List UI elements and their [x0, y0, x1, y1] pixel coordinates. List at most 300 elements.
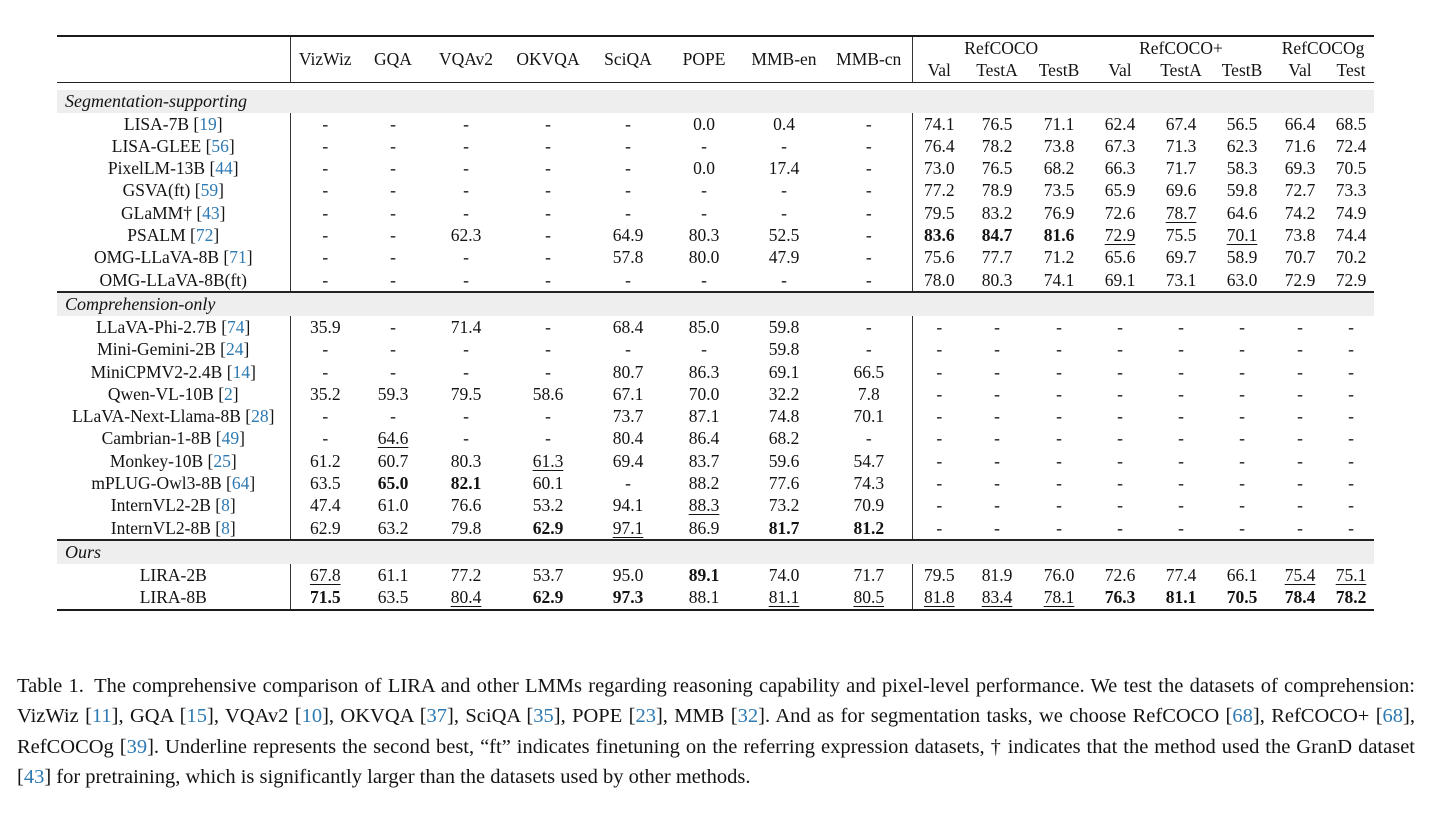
value-cell: 87.1	[688, 406, 720, 427]
value-cell: 47.9	[768, 247, 800, 268]
value-cell: -	[912, 405, 966, 427]
value-cell: -	[625, 339, 631, 360]
caption-text: ], MMB [	[655, 705, 738, 728]
value-cell: -	[1239, 316, 1245, 337]
metric-value: 78.1	[1043, 587, 1075, 608]
table-row	[57, 316, 1374, 338]
value-cell: 75.5	[1165, 225, 1197, 246]
value-cell: -	[1056, 361, 1062, 382]
value-cell: -	[545, 225, 551, 246]
value-cell: -	[625, 202, 631, 223]
value-cell: 78.2	[981, 135, 1013, 156]
citation-link[interactable]: 68	[1232, 705, 1253, 728]
caption-text: ] for pretraining, which is significantly larger than the datasets used by other methods.	[44, 766, 751, 789]
value-cell: -	[1348, 473, 1354, 494]
metric-value: 78.2	[1335, 587, 1367, 608]
value-cell: -	[701, 202, 707, 223]
value-cell: -	[545, 269, 551, 290]
column-header-okvqa: OKVQA	[516, 49, 580, 70]
citation-link[interactable]: 2	[224, 383, 233, 404]
citation-link[interactable]: 43	[202, 202, 220, 223]
citation-link[interactable]: 35	[533, 705, 554, 728]
value-cell	[506, 586, 590, 609]
value-cell: -	[463, 113, 469, 134]
metric-value: 71.5	[309, 587, 341, 608]
section-header-row	[57, 90, 1374, 113]
value-cell: -	[994, 361, 1000, 382]
value-cell: 61.2	[290, 450, 360, 472]
metric-value: 70.5	[1226, 587, 1258, 608]
value-cell: -	[994, 495, 1000, 516]
header-row-groups	[57, 36, 1374, 59]
results-table-container	[57, 35, 1374, 611]
table-row	[57, 113, 1374, 135]
value-cell: 62.3	[450, 225, 482, 246]
value-cell: 85.0	[688, 316, 720, 337]
citation-link[interactable]: 8	[221, 517, 230, 538]
value-cell: -	[545, 339, 551, 360]
value-cell: -	[912, 494, 966, 516]
value-cell: 54.7	[853, 450, 885, 471]
value-cell: 71.3	[1165, 135, 1197, 156]
value-cell: -	[625, 135, 631, 156]
caption-text: ]. And as for segmentation tasks, we choose RefCOCO [	[758, 705, 1233, 728]
subcolumn-header-refcocog-val: Val	[1288, 60, 1312, 81]
citation-link[interactable]: 71	[229, 247, 247, 268]
subcolumn-header-refcoco-testb: TestB	[1038, 60, 1080, 81]
table-body	[57, 82, 1374, 609]
group-header-refcoco+: RefCOCO+	[1139, 38, 1223, 58]
value-cell: 63.0	[1226, 269, 1258, 290]
value-cell: 58.3	[1226, 158, 1258, 179]
value-cell: 61.1	[377, 564, 409, 585]
value-cell	[666, 494, 742, 516]
value-cell: 59.6	[768, 450, 800, 471]
value-cell: 56.5	[1226, 113, 1258, 134]
value-cell: 80.4	[612, 428, 644, 449]
model-name-cell: LLaVA-Phi-2.7B [74]	[96, 316, 251, 337]
value-cell	[426, 586, 506, 609]
value-cell	[426, 472, 506, 494]
metric-value: 67.8	[309, 564, 341, 585]
value-cell: -	[1178, 316, 1184, 337]
value-cell: 76.5	[981, 158, 1013, 179]
value-cell: -	[1239, 428, 1245, 449]
value-cell	[666, 564, 742, 586]
table-row	[57, 135, 1374, 157]
value-cell: 86.4	[688, 428, 720, 449]
value-cell: -	[390, 158, 396, 179]
value-cell: 83.2	[981, 202, 1013, 223]
citation-link[interactable]: 44	[215, 158, 233, 179]
citation-link[interactable]: 68	[1382, 705, 1404, 728]
metric-value: 83.4	[981, 587, 1013, 608]
value-cell: -	[1117, 495, 1123, 516]
value-cell: -	[865, 247, 872, 268]
column-header-gqa: GQA	[374, 49, 412, 70]
value-cell: 88.2	[688, 473, 720, 494]
value-cell	[1150, 202, 1212, 224]
value-cell: 69.1	[768, 361, 800, 382]
value-cell: -	[1297, 406, 1303, 427]
value-cell	[966, 224, 1028, 246]
value-cell: -	[390, 316, 396, 337]
model-name-cell: OMG-LLaVA-8B(ft)	[99, 269, 247, 290]
value-cell: -	[1178, 361, 1184, 382]
value-cell	[1028, 224, 1090, 246]
value-cell	[506, 517, 590, 540]
value-cell: -	[1056, 339, 1062, 360]
value-cell: -	[1239, 517, 1245, 538]
value-cell: -	[1348, 450, 1354, 471]
value-cell: -	[545, 180, 551, 201]
value-cell: 78.0	[912, 269, 966, 292]
citation-link[interactable]: 28	[251, 406, 269, 427]
model-name-cell: Monkey-10B [25]	[109, 450, 237, 471]
value-cell: -	[1117, 339, 1123, 360]
value-cell: 68.2	[1043, 158, 1075, 179]
value-cell	[742, 517, 826, 540]
table-row	[57, 564, 1374, 586]
value-cell: -	[463, 269, 469, 290]
value-cell	[1272, 564, 1328, 586]
value-cell: 78.9	[981, 180, 1013, 201]
value-cell: -	[545, 135, 551, 156]
value-cell: -	[994, 339, 1000, 360]
citation-link[interactable]: 43	[23, 766, 45, 789]
value-cell: 71.2	[1043, 247, 1075, 268]
metric-value: 70.1	[1226, 225, 1258, 246]
value-cell: 80.0	[688, 247, 720, 268]
value-cell: -	[1348, 517, 1354, 538]
value-cell: -	[390, 406, 396, 427]
value-cell: -	[290, 135, 360, 157]
value-cell: -	[1056, 406, 1062, 427]
value-cell: 74.0	[768, 564, 800, 585]
value-cell: 65.6	[1104, 247, 1136, 268]
model-name-cell: MiniCPMV2-2.4B [14]	[90, 361, 256, 382]
citation-link[interactable]: 23	[635, 705, 656, 728]
value-cell: -	[865, 180, 872, 201]
value-cell: 35.2	[290, 383, 360, 405]
value-cell: 67.3	[1104, 135, 1136, 156]
value-cell: 65.9	[1104, 180, 1136, 201]
value-cell	[1212, 586, 1272, 609]
value-cell: -	[912, 316, 966, 338]
value-cell: -	[1056, 316, 1062, 337]
value-cell: 69.4	[612, 450, 644, 471]
table-row	[57, 383, 1374, 405]
value-cell: 68.2	[768, 428, 800, 449]
value-cell: -	[1117, 450, 1123, 471]
metric-value: 83.6	[923, 225, 955, 246]
spacer-cell	[57, 82, 1374, 90]
value-cell: -	[994, 450, 1000, 471]
value-cell: -	[1056, 473, 1062, 494]
value-cell: -	[390, 269, 396, 290]
value-cell: 71.1	[1043, 113, 1075, 134]
caption-text: ], RefCOCOg [	[17, 705, 1415, 758]
citation-link[interactable]: 8	[221, 495, 230, 516]
citation-link[interactable]: 32	[737, 705, 759, 728]
table-row	[57, 427, 1374, 449]
table-row	[57, 517, 1374, 540]
value-cell	[966, 586, 1028, 609]
value-cell: -	[1056, 383, 1062, 404]
value-cell: -	[1239, 450, 1245, 471]
value-cell: 73.1	[1165, 269, 1197, 290]
value-cell: 68.4	[612, 316, 644, 337]
value-cell: -	[701, 135, 707, 156]
value-cell: 66.5	[853, 361, 885, 382]
value-cell	[912, 586, 966, 609]
metric-value: 78.7	[1165, 202, 1197, 223]
value-cell: -	[865, 339, 872, 360]
value-cell: -	[781, 135, 787, 156]
value-cell: -	[290, 269, 360, 292]
metric-value: 81.8	[923, 587, 955, 608]
value-cell: -	[1239, 473, 1245, 494]
value-cell	[506, 450, 590, 472]
value-cell: 62.4	[1104, 113, 1136, 134]
model-name-cell: Mini-Gemini-2B [24]	[97, 339, 250, 360]
value-cell: 57.8	[612, 247, 644, 268]
caption-text: ], RefCOCO+ [	[1252, 705, 1383, 728]
value-cell: -	[390, 113, 396, 134]
value-cell	[590, 586, 666, 609]
value-cell: -	[1056, 450, 1062, 471]
value-cell: 79.5	[912, 202, 966, 224]
citation-link[interactable]: 24	[225, 339, 244, 360]
caption-text: ], SciQA [	[447, 705, 534, 728]
value-cell	[1328, 586, 1374, 609]
value-cell: 53.7	[532, 564, 564, 585]
value-cell: 73.8	[1284, 225, 1316, 246]
subcolumn-header-refcocog-test: Test	[1336, 60, 1366, 81]
citation-link[interactable]: 25	[213, 450, 231, 471]
subcolumn-header-refcoco+-testa: TestA	[1160, 60, 1202, 81]
citation-link[interactable]: 37	[426, 705, 448, 728]
value-cell	[826, 517, 912, 540]
metric-value: 97.1	[612, 517, 644, 538]
subcolumn-header-refcoco+-val: Val	[1108, 60, 1132, 81]
value-cell: -	[545, 361, 551, 382]
value-cell: -	[290, 157, 360, 179]
value-cell: -	[1348, 361, 1354, 382]
citation-link[interactable]: 15	[186, 705, 207, 728]
value-cell: 53.2	[532, 495, 564, 516]
value-cell: 59.8	[1226, 180, 1258, 201]
citation-link[interactable]: 14	[232, 361, 251, 382]
table-row	[57, 472, 1374, 494]
value-cell: 64.6	[1226, 202, 1258, 223]
value-cell: -	[1178, 383, 1184, 404]
value-cell: 62.9	[290, 517, 360, 540]
value-cell: -	[912, 450, 966, 472]
metric-value: 65.0	[377, 473, 409, 494]
value-cell: -	[1178, 495, 1184, 516]
table-row	[57, 224, 1374, 246]
value-cell: -	[1117, 473, 1123, 494]
value-cell: 17.4	[768, 158, 800, 179]
value-cell: -	[1348, 339, 1354, 360]
citation-link[interactable]: 64	[231, 473, 250, 494]
citation-link[interactable]: 10	[301, 705, 323, 728]
value-cell: 61.0	[377, 495, 409, 516]
value-cell: 74.9	[1335, 202, 1367, 223]
value-cell: 59.8	[768, 316, 800, 337]
value-cell: 72.9	[1335, 269, 1367, 290]
value-cell: 35.9	[290, 316, 360, 338]
value-cell: 68.5	[1335, 113, 1367, 134]
value-cell: -	[1297, 450, 1303, 471]
value-cell: 58.9	[1226, 247, 1258, 268]
metric-value: 64.6	[377, 428, 409, 449]
value-cell: -	[912, 472, 966, 494]
metric-value: 62.9	[532, 517, 564, 538]
column-header-mmb-cn: MMB-cn	[836, 49, 902, 70]
value-cell: -	[290, 427, 360, 449]
value-cell: 63.2	[377, 517, 409, 538]
citation-link[interactable]: 19	[199, 113, 217, 134]
value-cell	[1328, 564, 1374, 586]
value-cell: -	[1239, 361, 1245, 382]
citation-link[interactable]: 11	[91, 705, 112, 728]
value-cell: -	[994, 406, 1000, 427]
value-cell: 67.4	[1165, 113, 1197, 134]
value-cell	[1272, 586, 1328, 609]
value-cell: 69.6	[1165, 180, 1197, 201]
value-cell: -	[994, 383, 1000, 404]
table-row	[57, 269, 1374, 292]
value-cell: 77.2	[912, 179, 966, 201]
section-header-row	[57, 540, 1374, 564]
model-name-cell: PixelLM-13B [44]	[107, 158, 239, 179]
value-cell: -	[1056, 428, 1062, 449]
metric-value: 61.3	[532, 450, 564, 471]
metric-value: 72.9	[1104, 225, 1136, 246]
caption-text: ], VQAv2 [	[207, 705, 302, 728]
value-cell: -	[625, 269, 631, 290]
value-cell: -	[1239, 495, 1245, 516]
value-cell: -	[1117, 406, 1123, 427]
value-cell: -	[1348, 316, 1354, 337]
value-cell: 63.5	[377, 587, 409, 608]
value-cell: 70.5	[1335, 158, 1367, 179]
value-cell: -	[290, 405, 360, 427]
value-cell: 73.0	[912, 157, 966, 179]
subcolumn-header-refcoco-testa: TestA	[976, 60, 1018, 81]
spacer-row	[57, 82, 1374, 90]
value-cell: 88.1	[688, 587, 720, 608]
table-row	[57, 586, 1374, 609]
value-cell: -	[290, 361, 360, 383]
value-cell: -	[1348, 495, 1354, 516]
value-cell	[1090, 586, 1150, 609]
section-title: Segmentation-supporting	[57, 90, 1374, 113]
value-cell: -	[865, 135, 872, 156]
group-header-refcocog: RefCOCOg	[1281, 38, 1365, 58]
value-cell: -	[390, 180, 396, 201]
value-cell: -	[1117, 361, 1123, 382]
value-cell: 71.7	[1165, 158, 1197, 179]
value-cell: -	[1239, 406, 1245, 427]
value-cell: 52.5	[768, 225, 800, 246]
value-cell: 74.8	[768, 406, 800, 427]
caption-text: ]. Underline represents the second best, “ft” indicates finetuning on the referring expression datasets, † indicates that the method used the GranD dataset [	[17, 735, 1415, 789]
value-cell: -	[1117, 316, 1123, 337]
value-cell: 74.4	[1335, 225, 1367, 246]
value-cell: 71.4	[450, 316, 482, 337]
value-cell: 59.8	[768, 339, 800, 360]
citation-link[interactable]: 56	[211, 135, 229, 156]
value-cell: -	[625, 113, 631, 134]
value-cell: -	[865, 158, 872, 179]
table-header	[57, 36, 1374, 82]
value-cell: -	[545, 316, 551, 337]
value-cell: -	[290, 113, 360, 135]
value-cell: -	[545, 406, 551, 427]
value-cell: 72.7	[1284, 180, 1316, 201]
metric-value: 81.1	[768, 587, 800, 608]
section-title: Comprehension-only	[57, 292, 1374, 316]
table-row	[57, 202, 1374, 224]
value-cell	[360, 427, 426, 449]
value-cell	[360, 472, 426, 494]
value-cell: -	[290, 179, 360, 201]
value-cell: 86.3	[688, 361, 720, 382]
value-cell: -	[994, 473, 1000, 494]
value-cell: -	[290, 338, 360, 360]
section-header-row	[57, 292, 1374, 316]
value-cell: 86.9	[688, 517, 720, 538]
value-cell: 73.8	[1043, 135, 1075, 156]
value-cell: 94.1	[612, 495, 644, 516]
value-cell: -	[545, 202, 551, 223]
model-name-cell: GSVA(ft) [59]	[122, 180, 224, 201]
value-cell: -	[781, 202, 787, 223]
value-cell	[590, 517, 666, 540]
value-cell: 76.9	[1043, 202, 1075, 223]
citation-link[interactable]: 72	[195, 225, 214, 246]
value-cell: 72.4	[1335, 135, 1367, 156]
table-row	[57, 405, 1374, 427]
value-cell: 60.1	[532, 473, 564, 494]
value-cell: 73.5	[1043, 180, 1075, 201]
value-cell: -	[701, 269, 707, 290]
value-cell: 79.8	[450, 517, 482, 538]
value-cell: 59.3	[377, 383, 409, 404]
citation-link[interactable]: 49	[221, 428, 240, 449]
metric-value: 84.7	[981, 225, 1013, 246]
value-cell: -	[1178, 450, 1184, 471]
citation-link[interactable]: 39	[126, 735, 148, 758]
metric-value: 81.7	[768, 517, 800, 538]
value-cell: 74.2	[1284, 202, 1316, 223]
subcolumn-header-refcoco+-testb: TestB	[1221, 60, 1263, 81]
value-cell: -	[912, 338, 966, 360]
value-cell: -	[463, 339, 469, 360]
value-cell: 72.6	[1104, 564, 1136, 585]
value-cell: -	[781, 180, 787, 201]
value-cell: -	[463, 247, 469, 268]
metric-value: 82.1	[450, 473, 482, 494]
citation-link[interactable]: 74	[227, 316, 245, 337]
citation-link[interactable]: 59	[200, 180, 219, 201]
value-cell: 76.6	[450, 495, 482, 516]
value-cell: 74.3	[853, 473, 885, 494]
value-cell: -	[1297, 517, 1303, 538]
